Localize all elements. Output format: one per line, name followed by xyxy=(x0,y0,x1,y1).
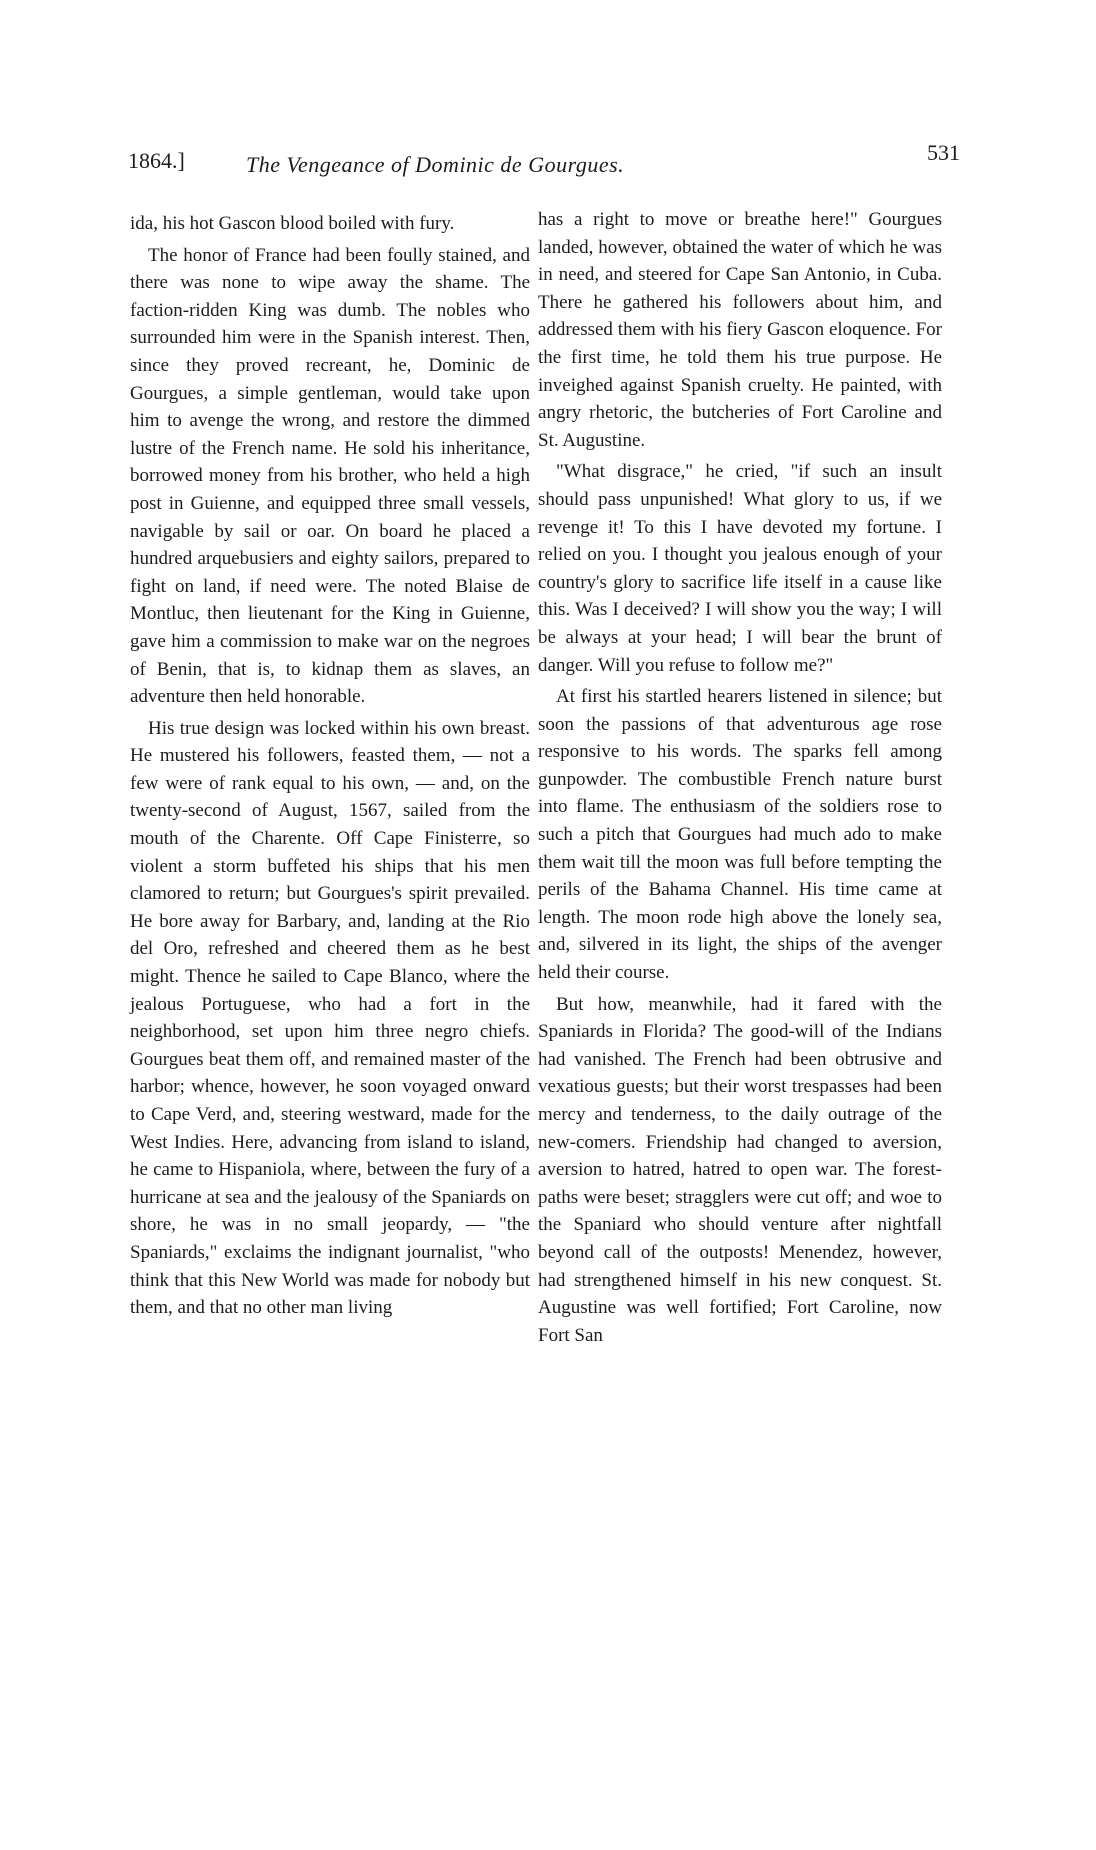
paragraph: His true design was locked within his own breast. He mustered his followers, feasted them, — not a few were of rank equal to his own, — and, on the twenty-second of August, 1567, sailed from the mouth of the Charente. Off Cape Finisterre, so violent a storm buffeted his ships that his men clamored to return; but Gourgues's spirit prevailed. He bore away for Barbary, and, landing at the Rio del Oro, refreshed and cheered them as he best might. Thence he sailed to Cape Blanco, where the jealous Portuguese, who had a fort in the neighborhood, set upon him three negro chiefs. Gourgues beat them off, and remained master of the harbor; whence, however, he soon voyaged onward to Cape Verd, and, steering westward, made for the West Indies. Here, advancing from island to island, he came to Hispaniola, where, between the fury of a hurricane at sea and the jealousy of the Spaniards on shore, he was in no small jeopardy, — "the Spaniards," exclaims the indignant journalist, "who think that this New World was made for nobody but them, and that no other man living xyxy=(130,717,530,1319)
header-year: 1864.] xyxy=(128,148,185,173)
paragraph: But how, meanwhile, had it fared with the Spaniards in Florida? The good-will of the Indians had vanished. The French had been obtrusive and vexatious guests; but their worst trespasses had been mercy and tenderness, to the daily outrage of the new-comers. Friendship had changed to aversion, aversion to hatred, hatred to open war. The forest-paths were beset; stragglers were cut off; and woe to the Spaniard who should venture after nightfall beyond call of the outposts! Menendez, however, had strengthened himself in his new conquest. St. Augustine was well fortified; Fort Caroline, now Fort San xyxy=(538,993,942,1346)
running-header xyxy=(128,140,960,192)
right-column xyxy=(538,206,942,1353)
paragraph: has a right to move or breathe here!" Gourgues landed, however, obtained the water of which he was in need, and steered for Cape San Antonio, in Cuba. There he gathered his followers about him, and addressed them with his fiery Gascon eloquence. For the first time, he told them his true purpose. He inveighed against Spanish cruelty. He painted, with angry rhetoric, the butcheries of Fort Caroline and St. Augustine. xyxy=(538,209,942,451)
paragraph: "What disgrace," he cried, "if such an insult should pass unpunished! What glory to us, if we revenge it! To this I have devoted my fortune. I relied on you. I thought you jealous enough of your country's glory to sacrifice life itself in a cause like this. Was I deceived? I will show you the way; I will be always at your head; I will bear the brunt of danger. Will you refuse to follow me?" xyxy=(538,461,942,676)
left-column xyxy=(130,210,530,1326)
page-number: 531 xyxy=(927,140,960,165)
paragraph: The honor of France had been foully stained, and there was none to wipe away the shame. The faction-ridden King was dumb. The nobles who surrounded him were in the Spanish interest. Then, since they proved recreant, he, Dominic de Gourgues, a simple gentleman, would take upon him to avenge the wrong, and restore the dimmed lustre of the French name. He sold his inheritance, borrowed money from his brother, who held a high post in Guienne, and equipped three small vessels, navigable by sail or oar. On board he placed a hundred arquebusiers and eighty sailors, prepared to fight on land, if need were. The noted Blaise de Montluc, then lieutenant for the King in Guienne, gave him a commission to make war on the negroes of Benin, that is, to kidnap them as slaves, an adventure then held honorable. xyxy=(130,244,530,708)
header-title: The Vengeance of Dominic de Gourgues. xyxy=(246,152,625,177)
paragraph: At first his startled hearers listened in silence; but soon the passions of that adventurous age rose responsive to his words. The sparks fell among gunpowder. The combustible French nature burst into flame. The enthusiasm of the soldiers rose to such a pitch that Gourgues had much ado to make them wait till the moon was full before tempting the perils of the Bahama Channel. His time came at length. The moon rode high above the lonely sea, and, silvered in its light, the ships of the avenger held their course. xyxy=(538,686,942,984)
paragraph: ida, his hot Gascon blood boiled with fury. xyxy=(130,213,455,234)
